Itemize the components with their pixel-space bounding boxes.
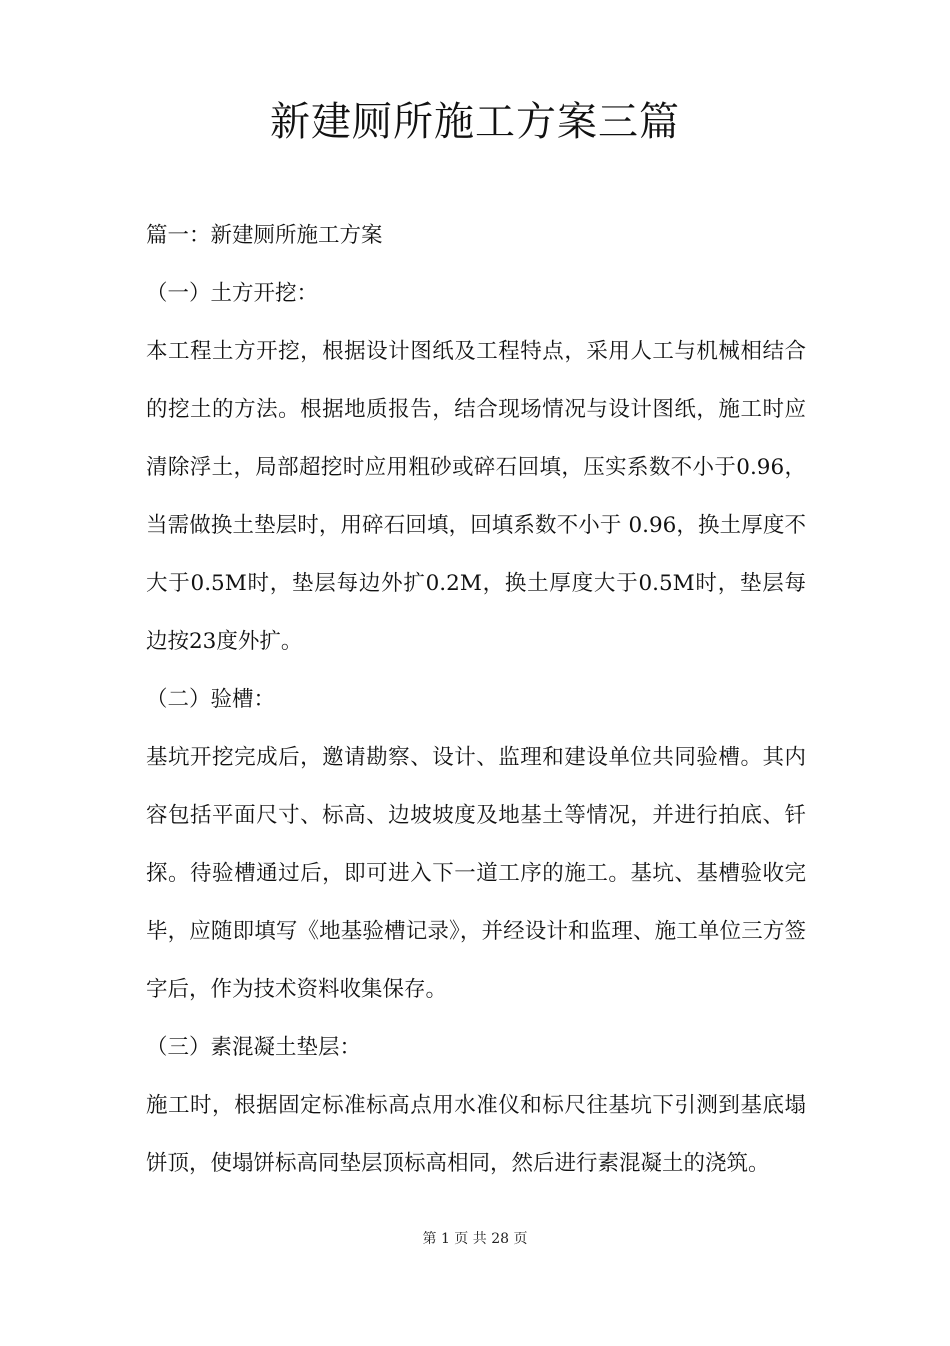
section-paragraph-concrete-cushion: 施工时，根据固定标准标高点用水准仪和标尺往基坑下引测到基底塌饼顶，使塌饼标高同垫层顶标高相同，然后进行素混凝土的浇筑。 xyxy=(146,1093,806,1176)
section-paragraph-trench-inspection: 基坑开挖完成后，邀请勘察、设计、监理和建设单位共同验槽。其内容包括平面尺寸、标高、边坡坡度及地基土等情况，并进行拍底、钎探。待验槽通过后，即可进入下一道工序的施工。基坑、基槽验收完毕，应随即填写《地基验槽记录》，并经设计和监理、施工单位三方签字后，作为技术资料收集保存。 xyxy=(146,745,806,1002)
section-paragraph-earthwork: 本工程土方开挖，根据设计图纸及工程特点，采用人工与机械相结合的挖土的方法。根据地质报告，结合现场情况与设计图纸，施工时应清除浮土，局部超挖时应用粗砂或碎石回填，压实系数不小于0.96，当需做换土垫层时，用碎石回填，回填系数不小于 0.96，换土厚度不大于0.5M时，垫层每边外扩0.2M，换土厚度大于0.5M时，垫层每边按23度外扩。 xyxy=(146,339,806,654)
section-heading-trench-inspection: （二）验槽： xyxy=(146,687,276,712)
page-footer: 第 1 页 共 28 页 xyxy=(422,1231,528,1247)
section-heading-earthwork: （一）土方开挖： xyxy=(146,281,319,306)
document-title: 新建厕所施工方案三篇 xyxy=(270,99,680,145)
section-heading-concrete-cushion: （三）素混凝土垫层： xyxy=(146,1035,362,1060)
document-body xyxy=(146,207,806,1193)
part-heading: 篇一：新建厕所施工方案 xyxy=(146,223,383,248)
